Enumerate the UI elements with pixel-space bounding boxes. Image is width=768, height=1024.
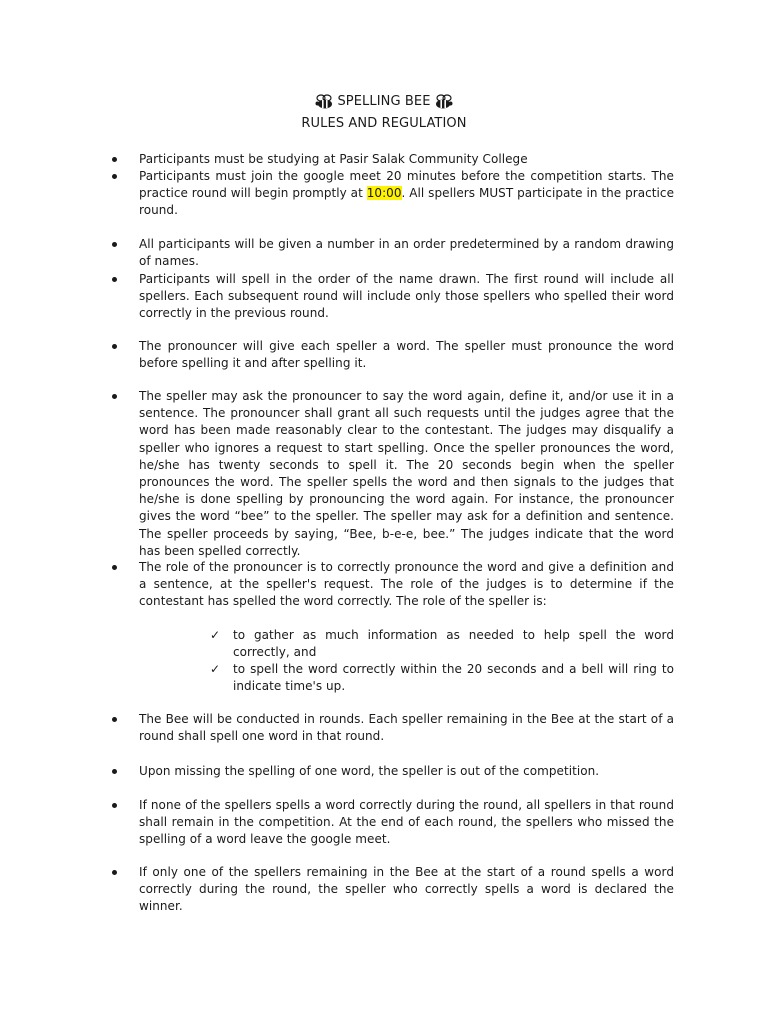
title-main: SPELLING BEE [337,94,431,109]
bullet-dot-icon [112,717,117,722]
rule-text-part: . All spellers MUST participate in the practice round. [139,186,674,218]
title-block [0,91,768,135]
rule-text: The pronouncer will give each speller a word. The speller must pronounce the word before spelling it and after spelling it. [139,339,674,371]
checkmark-icon: ✓ [210,662,221,676]
highlighted-time: 10:00 [366,186,402,201]
title-line-1 [0,91,768,113]
bullet-dot-icon [112,394,117,399]
rule-text: The speller may ask the pronouncer to say the word again, define it, and/or use it in a sentence. The pronouncer shall grant all such requests until the judges agree that the word has been made reasonably clear to the contestant. The judges may disqualify a speller who ignores a request to start spelling. Once the speller pronounces the word, he/she has twenty seconds to spell it. The 20 seconds begin when the speller pronounces the word. The speller spells the word and then signals to the judges that he/she is done spelling by pronouncing the word again. For instance, the pronouncer gives the word “bee” to the speller. The speller may ask for a definition and sentence. The speller proceeds by saying, “Bee, b-e-e, bee.” The judges indicate that the word has been spelled correctly. [139,389,674,558]
bullet-dot-icon [112,769,117,774]
bee-icon [315,94,335,110]
rule-text: If only one of the spellers remaining in the Bee at the start of a round spells a word correctly during the round, the speller who correctly spells a word is declared the winner. [139,865,674,914]
speller-role-text: to gather as much information as needed to help spell the word correctly, and [233,628,674,660]
bullet-dot-icon [112,174,117,179]
title-subtitle: RULES AND REGULATION [301,116,467,131]
rule-text: The role of the pronouncer is to correctly pronounce the word and give a definition and a sentence, at the speller's request. The role of the judges is to determine if the contestant has spelled the word correctly. The role of the speller is: [139,560,674,609]
bullet-dot-icon [112,565,117,570]
rule-text: Upon missing the spelling of one word, the speller is out of the competition. [139,764,600,778]
bullet-dot-icon [112,242,117,247]
checkmark-icon: ✓ [210,628,221,642]
rule-text: All participants will be given a number in an order predetermined by a random drawing of names. [139,237,674,269]
bullet-dot-icon [112,803,117,808]
rule-text [139,168,674,220]
rule-text: The Bee will be conducted in rounds. Each speller remaining in the Bee at the start of a round shall spell one word in that round. [139,712,674,744]
rule-text: Participants must be studying at Pasir Salak Community College [139,152,528,166]
bullet-dot-icon [112,157,117,162]
bullet-dot-icon [112,870,117,875]
bullet-dot-icon [112,277,117,282]
bee-icon [433,94,453,110]
bullet-dot-icon [112,344,117,349]
rule-text-part: Participants must join the google meet 20 minutes before the competition starts. The practice round will begin promptly at [139,169,674,201]
speller-role-text: to spell the word correctly within the 20 seconds and a bell will ring to indicate time's up. [233,662,674,694]
rule-text: If none of the spellers spells a word correctly during the round, all spellers in that round shall remain in the competition. At the end of each round, the spellers who missed the spelling of a word leave the google meet. [139,798,674,847]
rule-text: Participants will spell in the order of the name drawn. The first round will include all spellers. Each subsequent round will include only those spellers who spelled their word correctly in the previous round. [139,272,674,321]
